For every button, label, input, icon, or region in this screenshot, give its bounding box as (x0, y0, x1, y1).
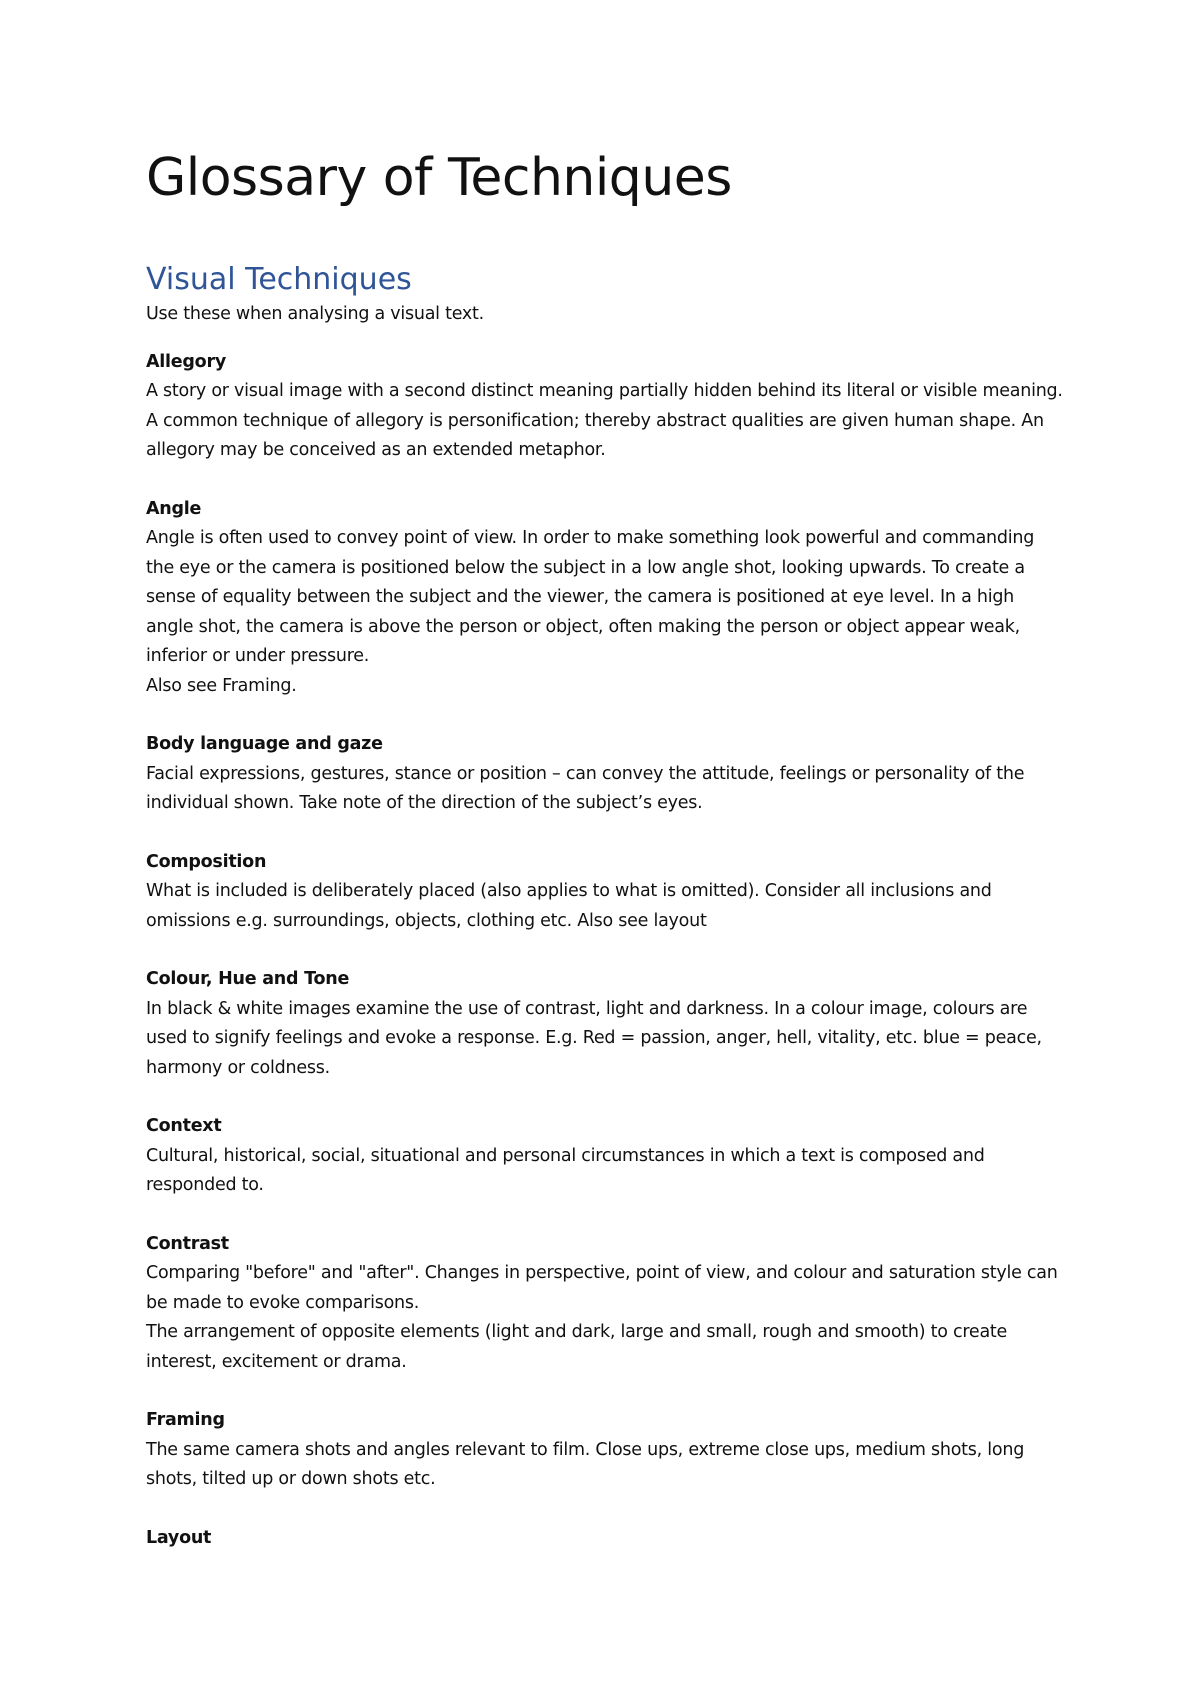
glossary-definition: The same camera shots and angles relevant to film. Close ups, extreme close ups, medium shots, long shots, tilted up or down shots etc. (146, 1439, 1025, 1489)
glossary-entry (146, 1112, 1066, 1201)
glossary-entry (146, 848, 1066, 937)
document-body (146, 142, 1066, 1582)
glossary-definition: What is included is deliberately placed (also applies to what is omitted). Consider all inclusions and omissions e.g. surroundings, objects, clothing etc. Also see layout (146, 881, 992, 931)
glossary-definition: Facial expressions, gestures, stance or position – can convey the attitude, feelings or personality of the individual shown. Take note of the direction of the subject’s eyes. (146, 763, 1025, 813)
glossary-term: Context (146, 1116, 222, 1136)
glossary-definition: Angle is often used to convey point of view. In order to make something look powerful and commanding the eye or the camera is positioned below the subject in a low angle shot, looking upwards. To create a sense of equality between the subject and the viewer, the camera is positioned at eye level. In a high angle shot, the camera is above the person or object, often making the person or object appear weak, inferior or under pressure. (146, 528, 1035, 666)
glossary-entry (146, 348, 1066, 466)
glossary-entry (146, 1230, 1066, 1378)
glossary-definition: In black & white images examine the use of contrast, light and darkness. In a colour image, colours are used to signify feelings and evoke a response. E.g. Red = passion, anger, hell, vitality, etc. blue = peace, harmony or coldness. (146, 998, 1042, 1078)
glossary-entry (146, 1406, 1066, 1495)
glossary-entry (146, 965, 1066, 1083)
section-heading: Visual Techniques (146, 262, 412, 297)
glossary-term: Angle (146, 498, 202, 519)
document-title: Glossary of Techniques (146, 148, 732, 208)
glossary-entry (146, 1524, 1066, 1554)
glossary-term: Body language and gaze (146, 734, 383, 754)
glossary-term: Framing (146, 1410, 225, 1430)
glossary-definition: A story or visual image with a second distinct meaning partially hidden behind its literal or visible meaning. A common technique of allegory is personification; thereby abstract qualities are given human shape. An allegory may be conceived as an extended metaphor. (146, 381, 1063, 460)
glossary-entry (146, 495, 1066, 702)
glossary-term: Colour, Hue and Tone (146, 969, 350, 989)
glossary-definition: Cultural, historical, social, situational and personal circumstances in which a text is composed and responded to. (146, 1145, 985, 1195)
glossary-list (146, 348, 1066, 1554)
glossary-term: Contrast (146, 1233, 229, 1254)
glossary-term: Allegory (146, 351, 226, 372)
glossary-term: Layout (146, 1527, 212, 1548)
glossary-term: Composition (146, 851, 267, 872)
section-intro: Use these when analysing a visual text. (146, 304, 484, 324)
glossary-entry (146, 730, 1066, 819)
glossary-definition: The arrangement of opposite elements (light and dark, large and small, rough and smooth) to create interest, excitement or drama. (146, 1322, 1008, 1372)
glossary-definition: Comparing "before" and "after". Changes in perspective, point of view, and colour and saturation style can be made to evoke comparisons. (146, 1263, 1058, 1313)
glossary-definition: Also see Framing. (146, 675, 297, 696)
